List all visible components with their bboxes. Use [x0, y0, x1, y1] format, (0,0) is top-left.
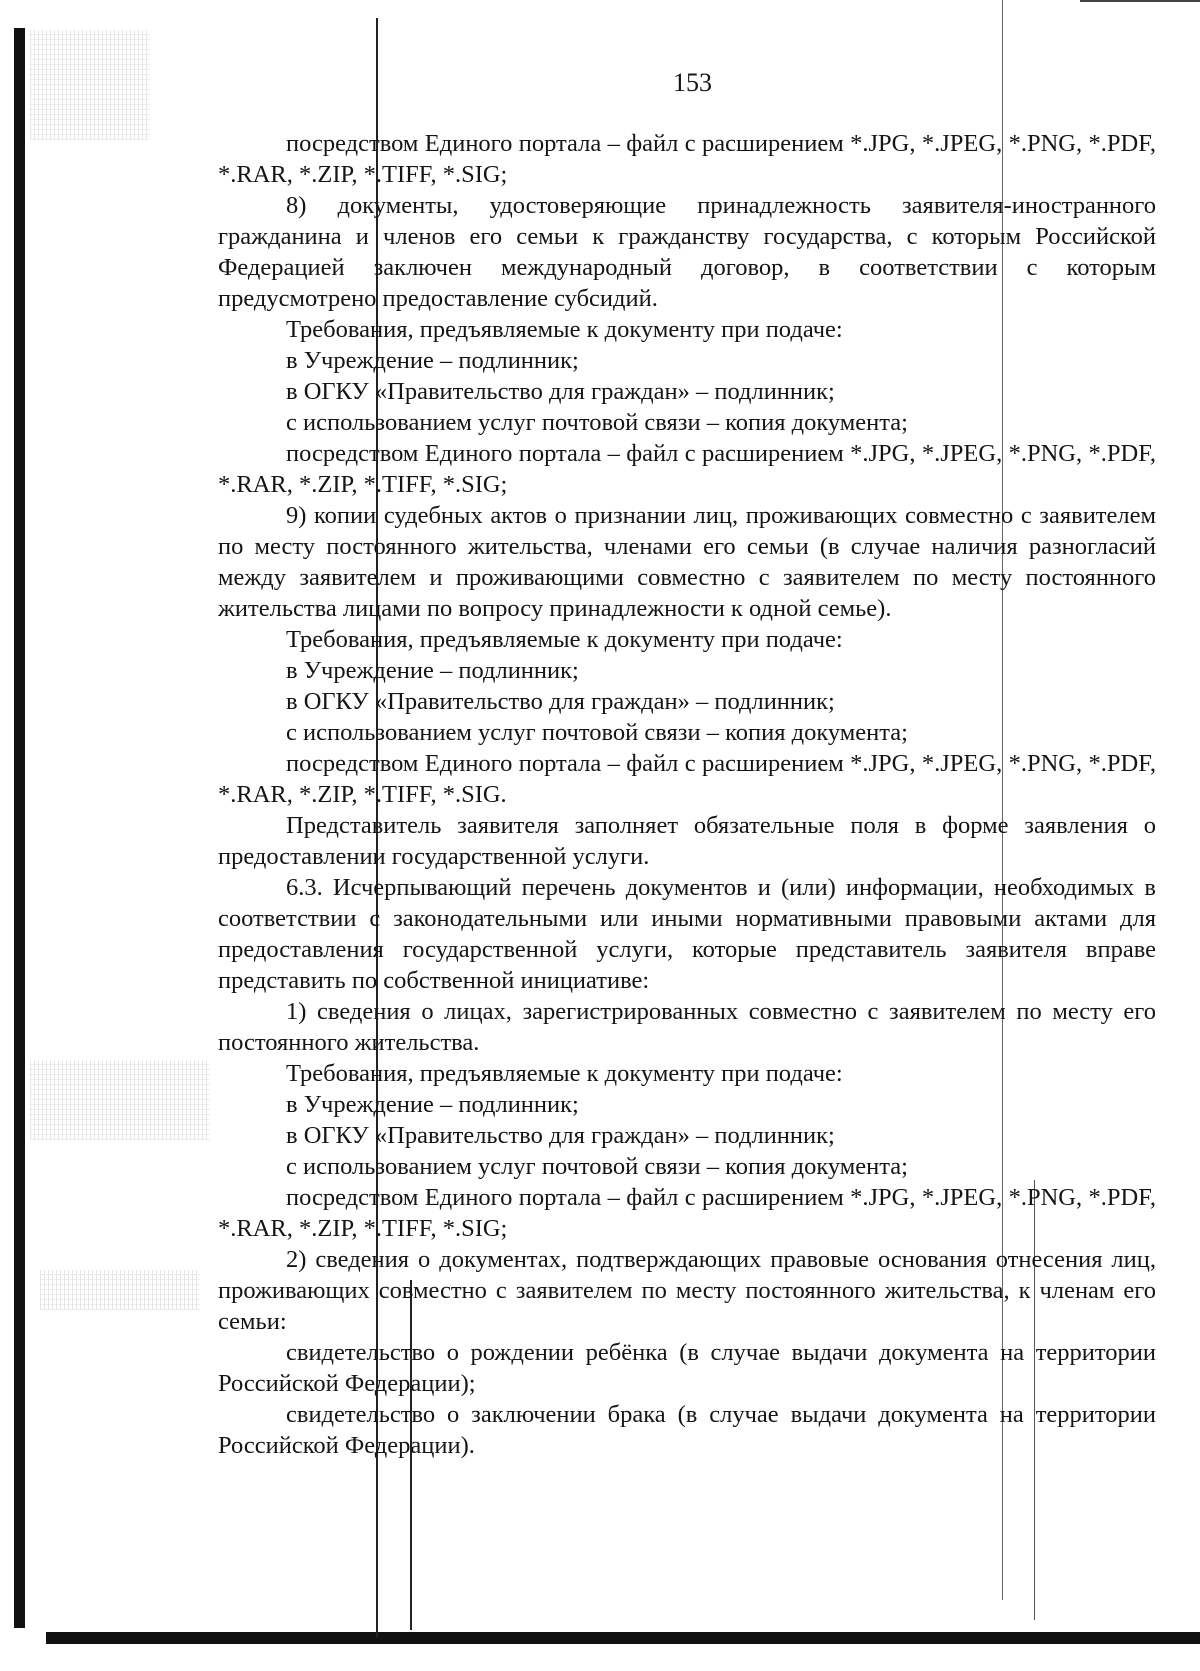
paragraph: посредством Единого портала – файл с расширением *.JPG, *.JPEG, *.PNG, *.PDF, *.RAR, *.ZIP, *.TIFF, *.SIG; [218, 130, 1156, 188]
paragraph: 2) сведения о документах, подтверждающих правовые основания отнесения лиц, проживающих совместно с заявителем по месту постоянного жительства, к членам его семьи: [218, 1246, 1156, 1335]
paragraph: с использованием услуг почтовой связи – копия документа; [286, 409, 908, 436]
paragraph: свидетельство о заключении брака (в случае выдачи документа на территории Российской Федерации). [218, 1401, 1156, 1459]
paragraph: 1) сведения о лицах, зарегистрированных совместно с заявителем по месту его постоянного жительства. [218, 998, 1156, 1056]
paragraph: 8) документы, удостоверяющие принадлежность заявителя-иностранного гражданина и членов его семьи к гражданству государства, с которым Российской Федерацией заключен международный договор, в соответствии с которым предусмотрено предоставление субсидий. [218, 192, 1156, 312]
paragraph: посредством Единого портала – файл с расширением *.JPG, *.JPEG, *.PNG, *.PDF, *.RAR, *.ZIP, *.TIFF, *.SIG; [218, 440, 1156, 498]
paragraph: в Учреждение – подлинник; [286, 347, 579, 374]
document-body [218, 128, 1156, 1461]
paragraph: в ОГКУ «Правительство для граждан» – подлинник; [286, 378, 835, 405]
paragraph: в Учреждение – подлинник; [286, 657, 579, 684]
paragraph: в Учреждение – подлинник; [286, 1091, 579, 1118]
scan-edge-left [14, 28, 25, 1628]
paragraph: в ОГКУ «Правительство для граждан» – подлинник; [286, 1122, 835, 1149]
scan-noise [30, 1060, 210, 1140]
paragraph: свидетельство о рождении ребёнка (в случае выдачи документа на территории Российской Федерации); [218, 1339, 1156, 1397]
paragraph: Требования, предъявляемые к документу при подаче: [286, 626, 843, 653]
paragraph: в ОГКУ «Правительство для граждан» – подлинник; [286, 688, 835, 715]
paragraph: 9) копии судебных актов о признании лиц, проживающих совместно с заявителем по месту постоянного жительства, членами его семьи (в случае наличия разногласий между заявителем и проживающими совместно с заявителем по месту постоянного жительства лицами по вопросу принадлежности к одной семье). [218, 502, 1156, 622]
paragraph: Представитель заявителя заполняет обязательные поля в форме заявления о предоставлении государственной услуги. [218, 812, 1156, 870]
scan-noise [40, 1270, 200, 1310]
paragraph: 6.3. Исчерпывающий перечень документов и (или) информации, необходимых в соответствии с законодательными или иными нормативными правовыми актами для предоставления государственной услуги, которые представитель заявителя вправе представить по собственной инициативе: [218, 874, 1156, 994]
paragraph: с использованием услуг почтовой связи – копия документа; [286, 1153, 908, 1180]
paragraph: с использованием услуг почтовой связи – копия документа; [286, 719, 908, 746]
scan-edge-bottom [46, 1632, 1200, 1644]
paragraph: Требования, предъявляемые к документу при подаче: [286, 1060, 843, 1087]
page-number: 153 [673, 68, 712, 97]
paragraph: посредством Единого портала – файл с расширением *.JPG, *.JPEG, *.PNG, *.PDF, *.RAR, *.ZIP, *.TIFF, *.SIG; [218, 1184, 1156, 1242]
paragraph: Требования, предъявляемые к документу при подаче: [286, 316, 843, 343]
paragraph: посредством Единого портала – файл с расширением *.JPG, *.JPEG, *.PNG, *.PDF, *.RAR, *.ZIP, *.TIFF, *.SIG. [218, 750, 1156, 808]
scan-fold-line [1080, 0, 1200, 2]
